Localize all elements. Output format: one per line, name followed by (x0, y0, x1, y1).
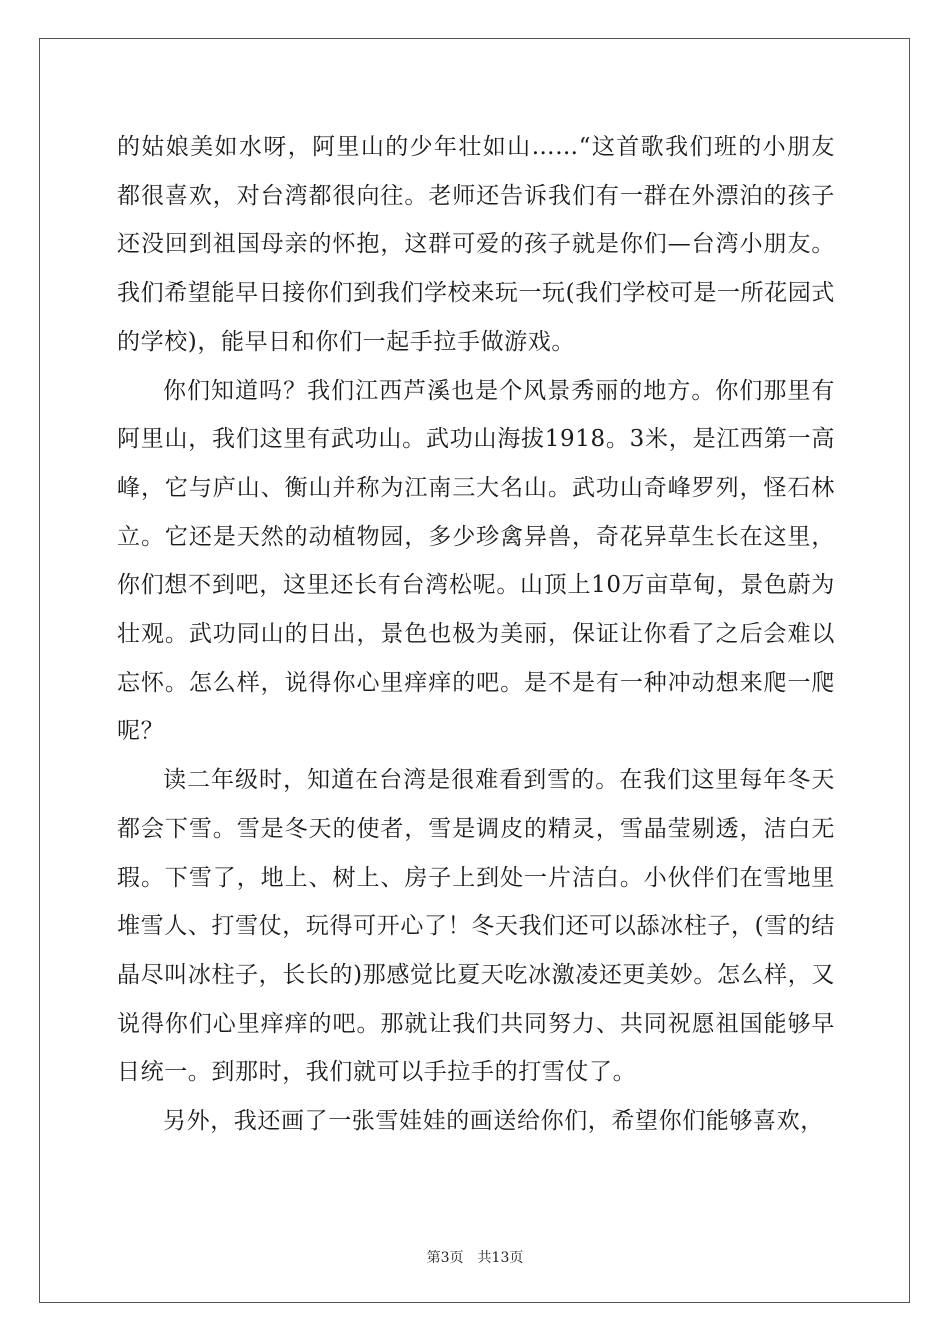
paragraph-3: 读二年级时，知道在台湾是很难看到雪的。在我们这里每年冬天都会下雪。雪是冬天的使者，雪是调皮的精灵，雪晶莹剔透，洁白无瑕。下雪了，地上、树上、房子上到处一片洁白。小伙伴们在雪地里堆雪人、打雪仗，玩得可开心了！冬天我们还可以舔冰柱子，(雪的结晶尽叫冰柱子，长长的)那感觉比夏天吃冰激凌还更美妙。怎么样，又说得你们心里痒痒的吧。那就让我们共同努力、共同祝愿祖国能够早日统一。到那时，我们就可以手拉手的打雪仗了。 (117, 767, 835, 1086)
paragraph-4: 另外，我还画了一张雪娃娃的画送给你们，希望你们能够喜欢， (163, 1108, 824, 1135)
paragraph-1: 的姑娘美如水呀，阿里山的少年壮如山……“这首歌我们班的小朋友都很喜欢，对台湾都很向往。老师还告诉我们有一群在外漂泊的孩子还没回到祖国母亲的怀抱，这群可爱的孩子就是你们—台湾小朋友。我们希望能早日接你们到我们学校来玩一玩(我们学校可是一所花园式的学校)，能早日和你们一起手拉手做游戏。 (117, 134, 835, 355)
paragraph-2: 你们知道吗？我们江西芦溪也是个风景秀丽的地方。你们那里有阿里山，我们这里有武功山。武功山海拔1918。3米，是江西第一高峰，它与庐山、衡山并称为江南三大名山。武功山奇峰罗列，怪石林立。它还是天然的动植物园，多少珍禽异兽，奇花异草生长在这里，你们想不到吧，这里还长有台湾松呢。山顶上10万亩草甸，景色蔚为壮观。武功同山的日出，景色也极为美丽，保证让你看了之后会难以忘怀。怎么样，说得你心里痒痒的吧。是不是有一种冲动想来爬一爬呢？ (117, 377, 835, 745)
page-number: 第3页 (426, 1250, 464, 1266)
page-total: 共13页 (477, 1250, 524, 1266)
page-footer (0, 1247, 950, 1267)
document-body (117, 123, 835, 1146)
